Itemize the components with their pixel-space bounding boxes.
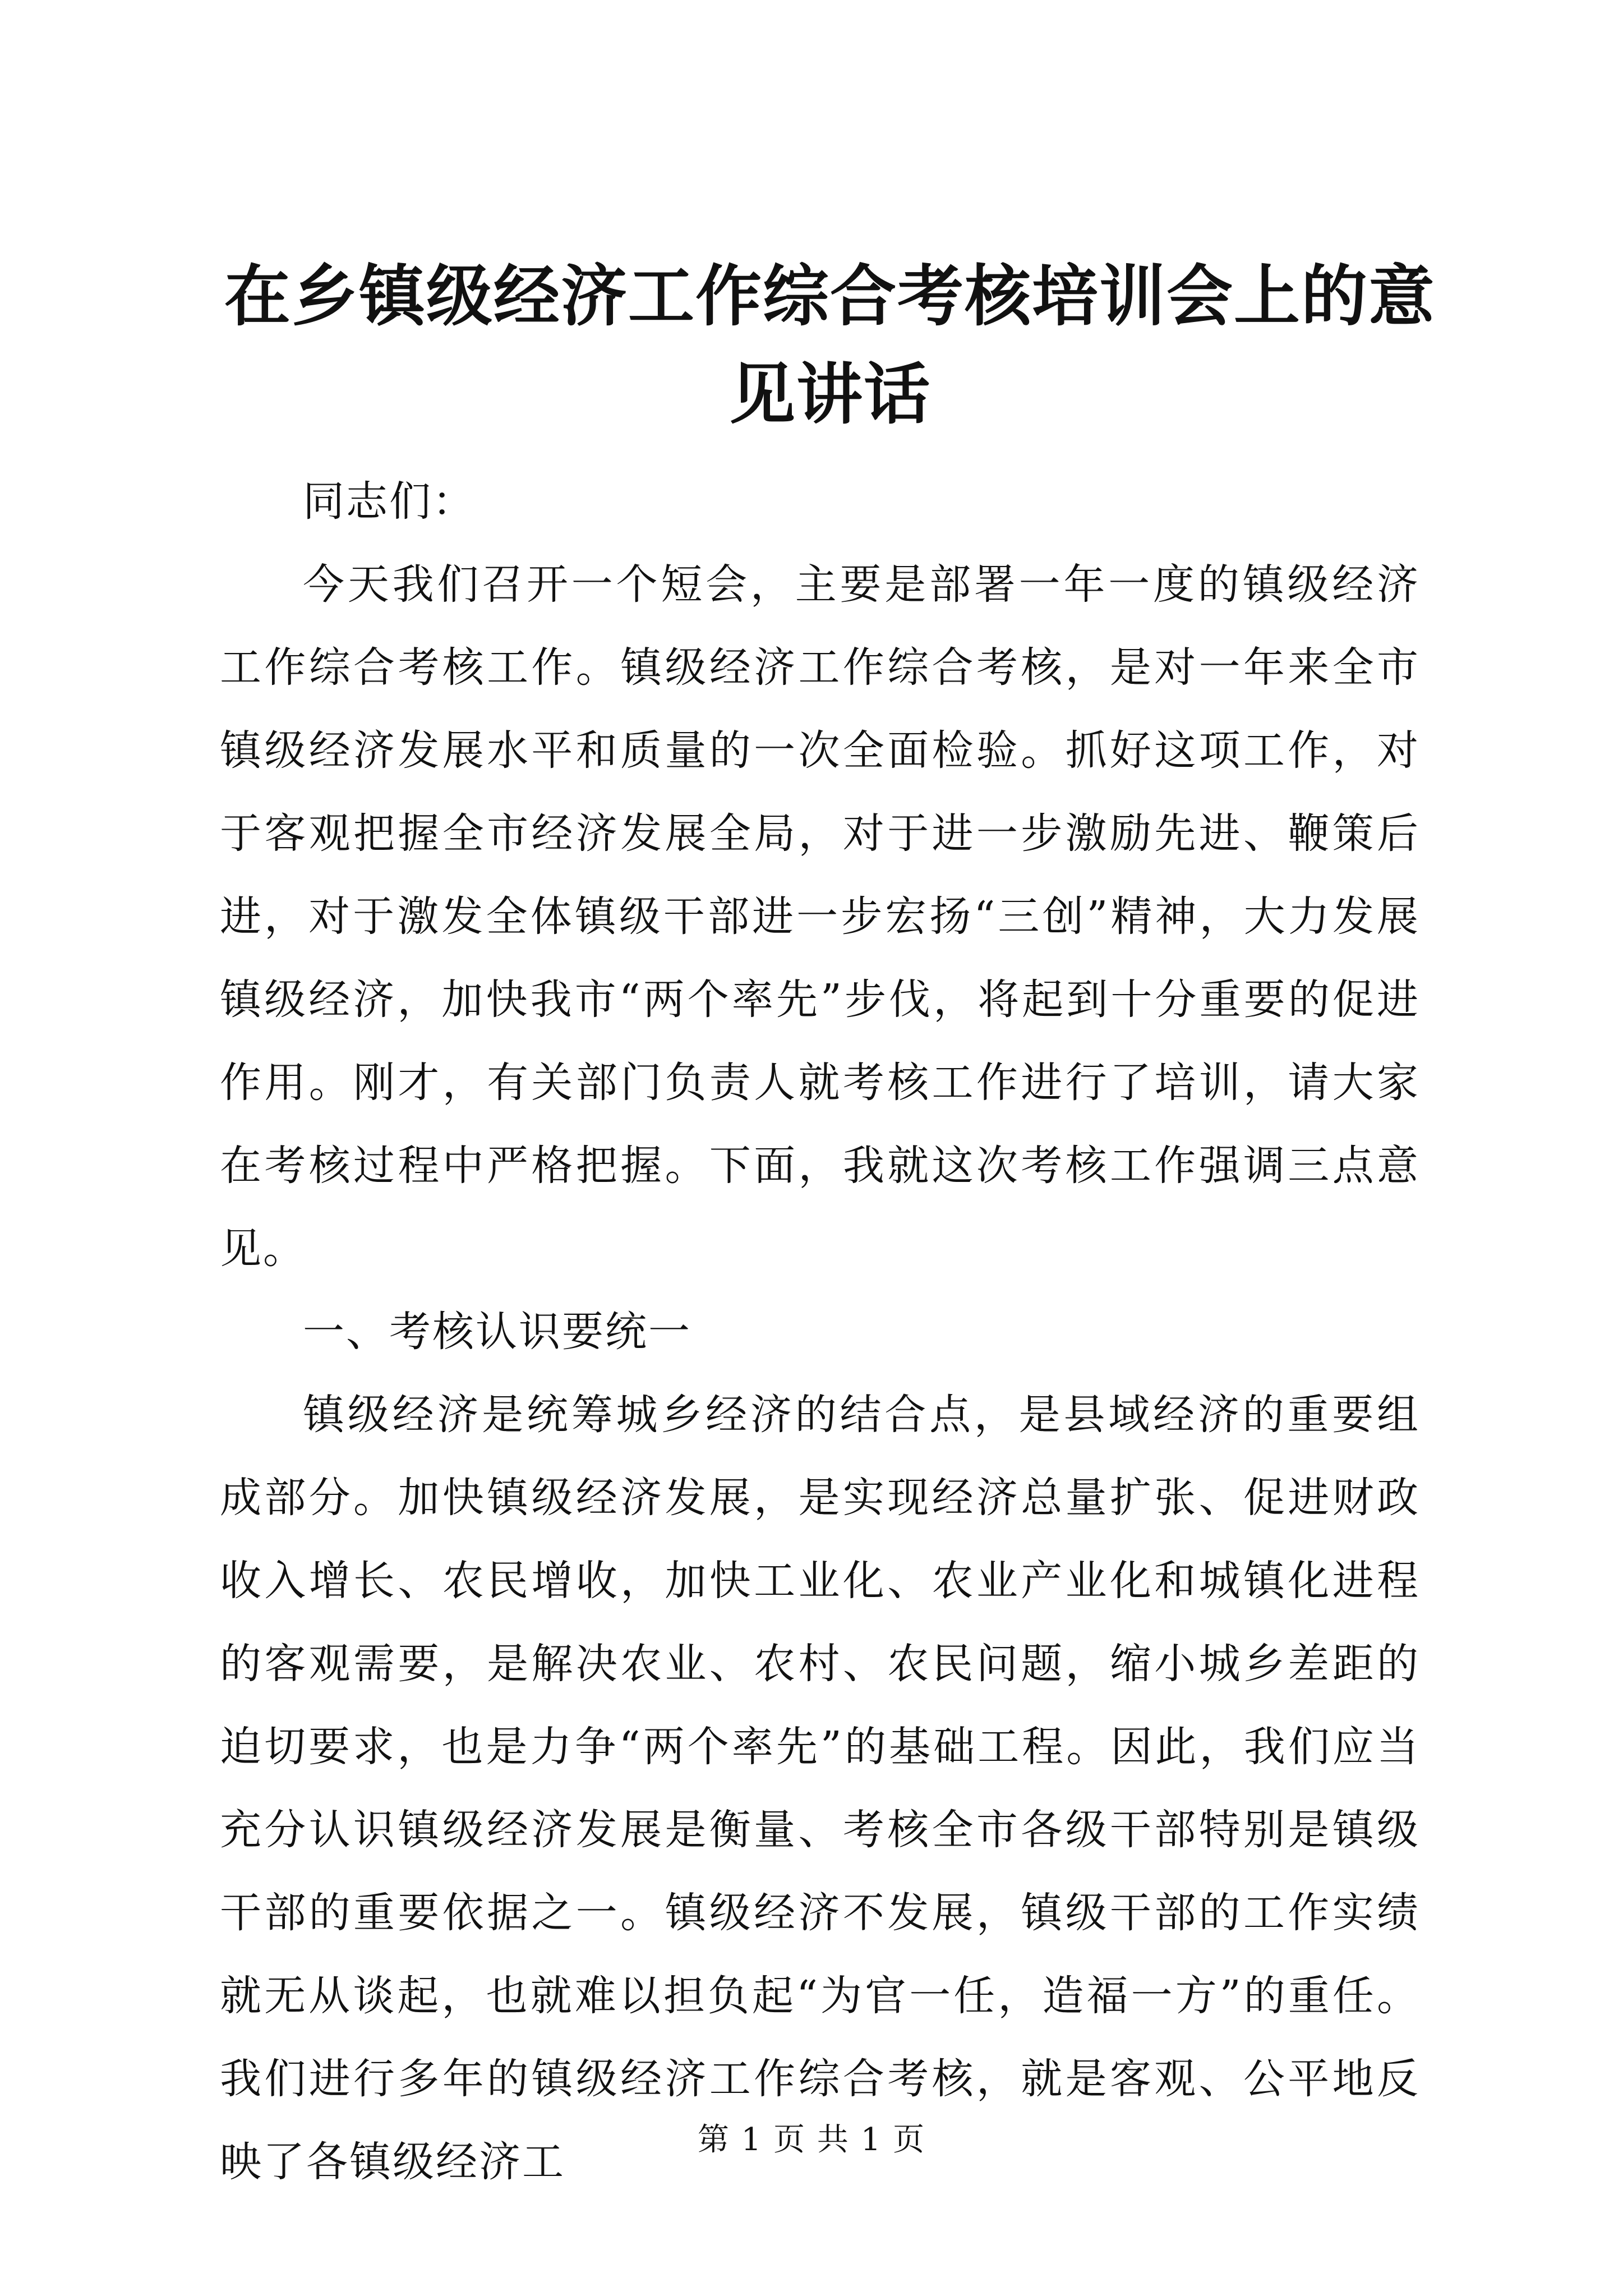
document-title: 在乡镇级经济工作综合考核培训会上的意见讲话 xyxy=(224,257,1436,433)
page-footer: 第 1 页 共 1 页 xyxy=(697,2122,926,2158)
document-body xyxy=(220,460,1420,2203)
salutation-paragraph: 同志们： xyxy=(303,477,476,526)
section-heading: 一、考核认识要统一 xyxy=(303,1308,691,1356)
intro-paragraph: 今天我们召开一个短会，主要是部署一年一度的镇级经济工作综合考核工作。镇级经济工作综合考核，是对一年来全市镇级经济发展水平和质量的一次全面检验。抓好这项工作，对于客观把握全市经济发展全局，对于进一步激励先进、鞭策后进，对于激发全体镇级干部进一步宏扬“三创”精神，大力发展镇级经济，加快我市“两个率先”步伐，将起到十分重要的促进作用。刚才，有关部门负责人就考核工作进行了培训，请大家在考核过程中严格把握。下面，我就这次考核工作强调三点意见。 xyxy=(220,560,1420,1273)
section-paragraph: 镇级经济是统筹城乡经济的结合点，是县域经济的重要组成部分。加快镇级经济发展，是实现经济总量扩张、促进财政收入增长、农民增收，加快工业化、农业产业化和城镇化进程的客观需要，是解决农业、农村、农民问题，缩小城乡差距的迫切要求，也是力争“两个率先”的基础工程。因此，我们应当充分认识镇级经济发展是衡量、考核全市各级干部特别是镇级干部的重要依据之一。镇级经济不发展，镇级干部的工作实绩就无从谈起，也就难以担负起“为官一任，造福一方”的重任。我们进行多年的镇级经济工作综合考核，就是客观、公平地反映了各镇级经济工 xyxy=(220,1391,1420,2186)
